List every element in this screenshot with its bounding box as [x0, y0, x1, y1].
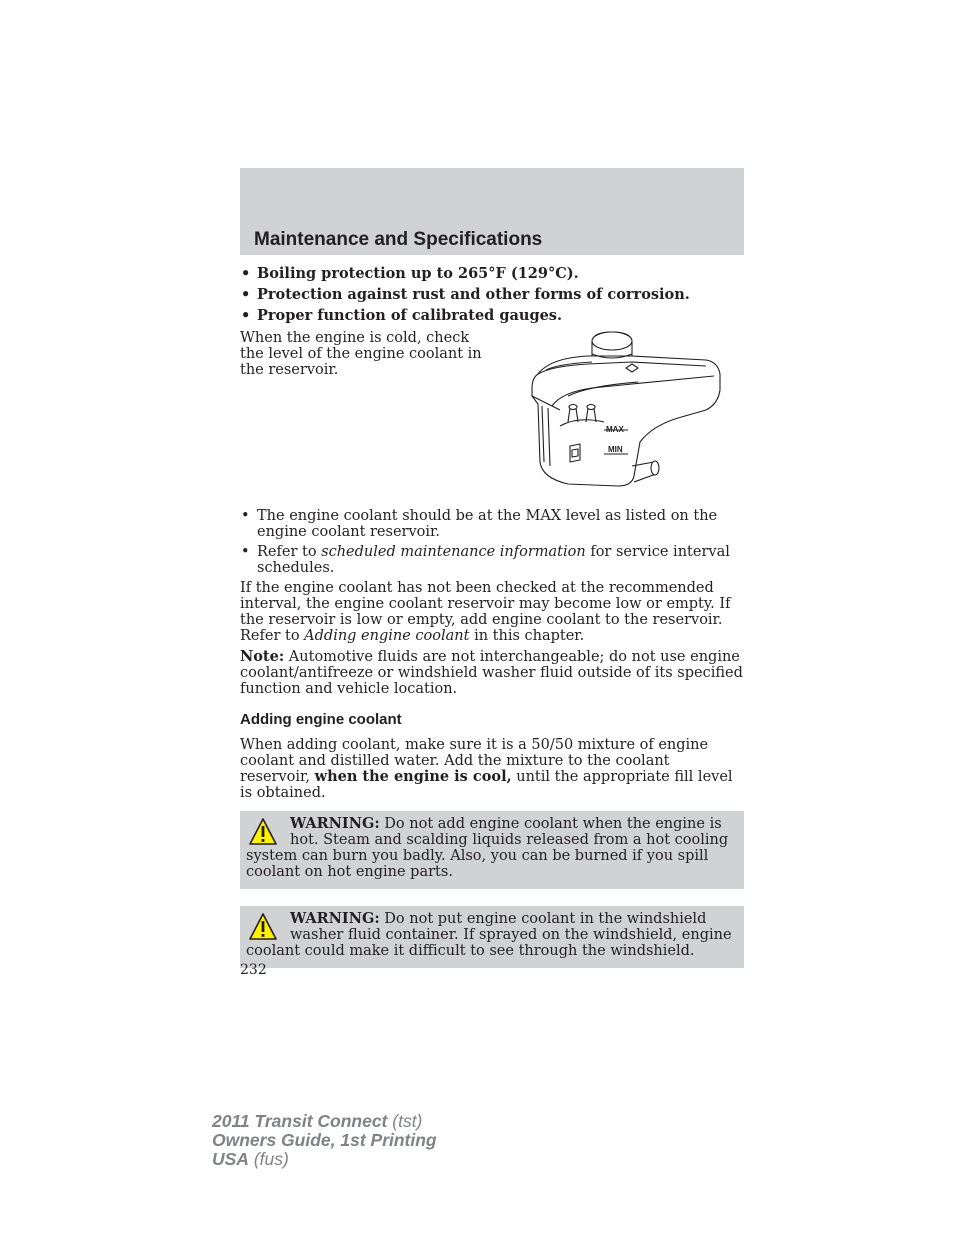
- cross-reference: Adding engine coolant: [304, 628, 470, 644]
- footer-code: (fus): [248, 1149, 289, 1169]
- footer-model: 2011 Transit Connect: [212, 1111, 388, 1131]
- max-level-label: MAX: [606, 425, 624, 434]
- note-paragraph: [240, 649, 744, 697]
- warning-label: WARNING:: [290, 815, 380, 832]
- section-title: Maintenance and Specifications: [254, 229, 543, 250]
- footer-market: USA: [212, 1149, 249, 1169]
- footer-code: (tst): [387, 1111, 423, 1131]
- paragraph-text: in this chapter.: [469, 628, 585, 644]
- warning-box: [240, 811, 744, 889]
- subheading: Adding engine coolant: [240, 711, 402, 728]
- paragraph-text: If the engine coolant has not been checked at the recommended interval, the engine coolant reservoir may become low or empty. If the reservoir is low or empty, add engine coolant to the reservoir. Refer to: [240, 580, 731, 644]
- coolant-benefits-list: [240, 266, 744, 324]
- footer: [212, 1112, 437, 1169]
- warning-triangle-icon: [248, 816, 278, 848]
- coolant-reservoir-illustration: [528, 326, 738, 491]
- paragraph-text: When adding coolant, make sure it is a 50/50 mixture of engine coolant and distilled water. Add the mixture to the coolant reservoir,: [240, 737, 709, 785]
- note-text: Automotive fluids are not interchangeable; do not use engine coolant/antifreeze or windshield washer fluid outside of its specified function and vehicle location.: [240, 649, 743, 697]
- section-header: [240, 168, 744, 255]
- intro-row: [240, 330, 744, 505]
- list-item: [240, 544, 744, 576]
- footer-line: [212, 1150, 437, 1169]
- list-item: • Protection against rust and other forms of corrosion.: [240, 287, 744, 303]
- note-label: Note:: [240, 648, 285, 665]
- paragraph: [240, 737, 744, 801]
- list-item-text: Refer to: [257, 544, 322, 560]
- list-item: • Boiling protection up to 265°F (129°C).: [240, 266, 744, 282]
- page-number: 232: [240, 962, 267, 978]
- paragraph-text: until the appropriate fill level is obtained.: [240, 769, 733, 801]
- emphasis: when the engine is cool,: [314, 768, 512, 785]
- paragraph: [240, 580, 744, 644]
- min-level-label: MIN: [608, 445, 623, 454]
- warning-box: [240, 906, 744, 968]
- footer-line: Owners Guide, 1st Printing: [212, 1130, 437, 1150]
- warning-text: Do not add engine coolant when the engine is hot. Steam and scalding liquids released from a hot cooling system can burn you badly. Also, you can be burned if you spill coolant on hot engine parts.: [246, 816, 729, 880]
- list-item-text: for service interval schedules.: [257, 544, 730, 576]
- warning-text: Do not put engine coolant in the windshield washer fluid container. If sprayed on the windshield, engine coolant could make it difficult to see through the windshield.: [246, 911, 732, 959]
- warning-label: WARNING:: [290, 910, 380, 927]
- footer-line: [212, 1112, 437, 1131]
- cross-reference: scheduled maintenance information: [321, 544, 586, 560]
- warning-triangle-icon: [248, 911, 278, 943]
- page-content: [240, 266, 744, 968]
- list-item: • Proper function of calibrated gauges.: [240, 308, 744, 324]
- list-item: • The engine coolant should be at the MAX level as listed on the engine coolant reservoir.: [240, 508, 744, 540]
- coolant-level-list: [240, 508, 744, 576]
- intro-paragraph: When the engine is cold, check the level of the engine coolant in the reservoir.: [240, 330, 482, 378]
